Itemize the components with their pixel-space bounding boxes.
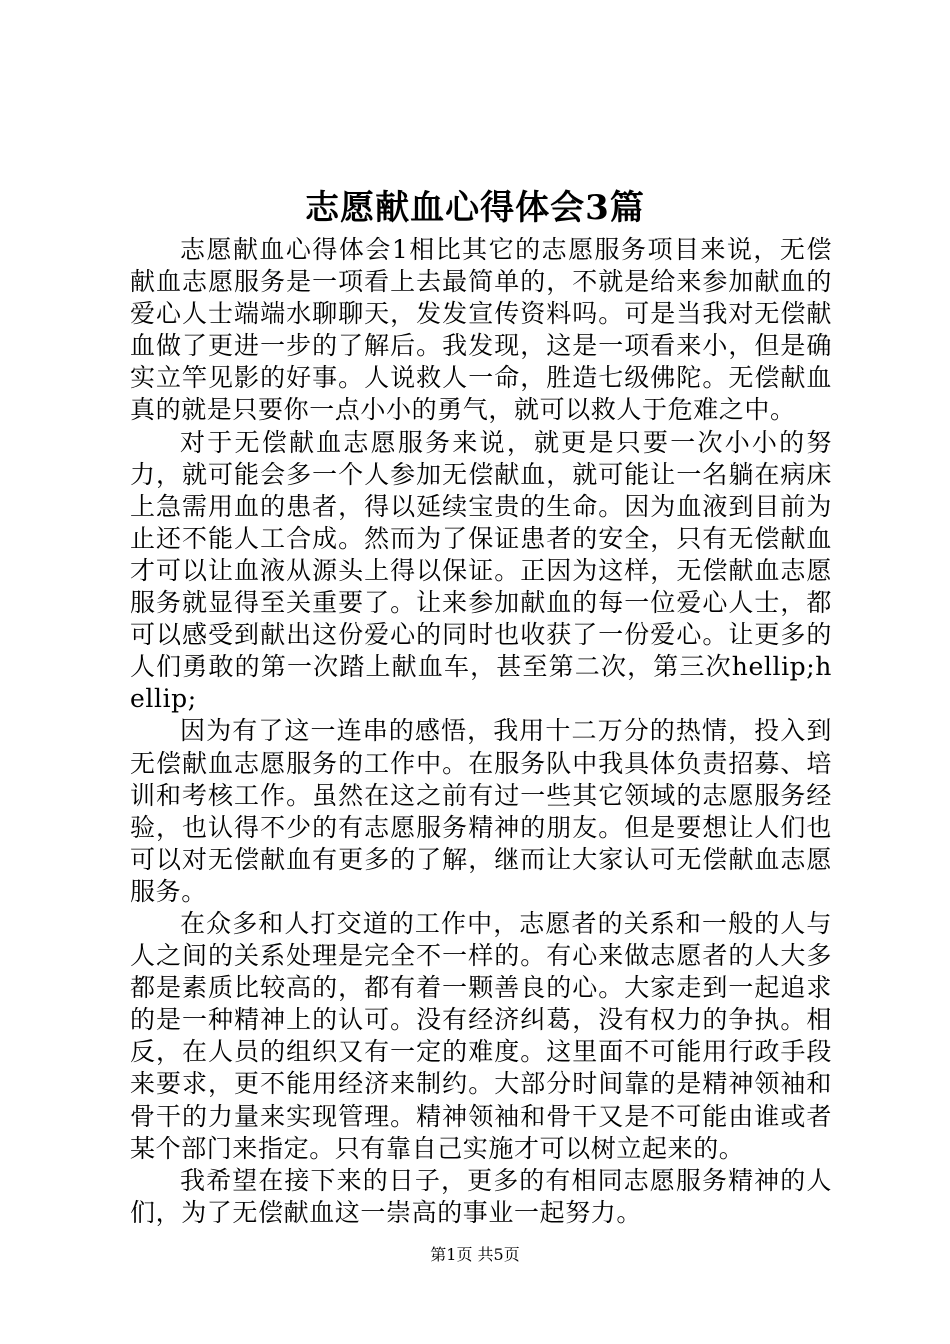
document-title: 志愿献血心得体会3篇 bbox=[305, 188, 645, 228]
paragraph: 因为有了这一连串的感悟，我用十二万分的热情，投入到无偿献血志愿服务的工作中。在服务队中我具体负责招募、培训和考核工作。虽然在这之前有过一些其它领域的志愿服务经验，也认得不少的有志愿服务精神的朋友。但是要想让人们也可以对无偿献血有更多的了解，继而让大家认可无偿献血志愿服务。 bbox=[130, 716, 832, 906]
document-body bbox=[130, 234, 832, 1229]
paragraph: 在众多和人打交道的工作中，志愿者的关系和一般的人与人之间的关系处理是完全不一样的。有心来做志愿者的人大多都是素质比较高的，都有着一颗善良的心。大家走到一起追求的是一种精神上的认可。没有经济纠葛，没有权力的争执。相反，在人员的组织又有一定的难度。这里面不可能用行政手段来要求，更不能用经济来制约。大部分时间靠的是精神领袖和骨干的力量来实现管理。精神领袖和骨干又是不可能由谁或者某个部门来指定。只有靠自己实施才可以树立起来的。 bbox=[130, 908, 832, 1163]
page-number-footer: 第1页 共5页 bbox=[430, 1245, 520, 1264]
paragraph: 志愿献血心得体会1相比其它的志愿服务项目来说，无偿献血志愿服务是一项看上去最简单的，不就是给来参加献血的爱心人士端端水聊聊天，发发宣传资料吗。可是当我对无偿献血做了更进一步的了解后。我发现，这是一项看来小，但是确实立竿见影的好事。人说救人一命，胜造七级佛陀。无偿献血真的就是只要你一点小小的勇气，就可以救人于危难之中。 bbox=[130, 235, 832, 425]
paragraph: 对于无偿献血志愿服务来说，就更是只要一次小小的努力，就可能会多一个人参加无偿献血，就可能让一名躺在病床上急需用血的患者，得以延续宝贵的生命。因为血液到目前为止还不能人工合成。然而为了保证患者的安全，只有无偿献血才可以让血液从源头上得以保证。正因为这样，无偿献血志愿服务就显得至关重要了。让来参加献血的每一位爱心人士，都可以感受到献出这份爱心的同时也收获了一份爱心。让更多的人们勇敢的第一次踏上献血车，甚至第二次，第三次hellip;hellip; bbox=[130, 427, 832, 714]
paragraph: 我希望在接下来的日子，更多的有相同志愿服务精神的人们，为了无偿献血这一崇高的事业一起努力。 bbox=[130, 1165, 832, 1227]
